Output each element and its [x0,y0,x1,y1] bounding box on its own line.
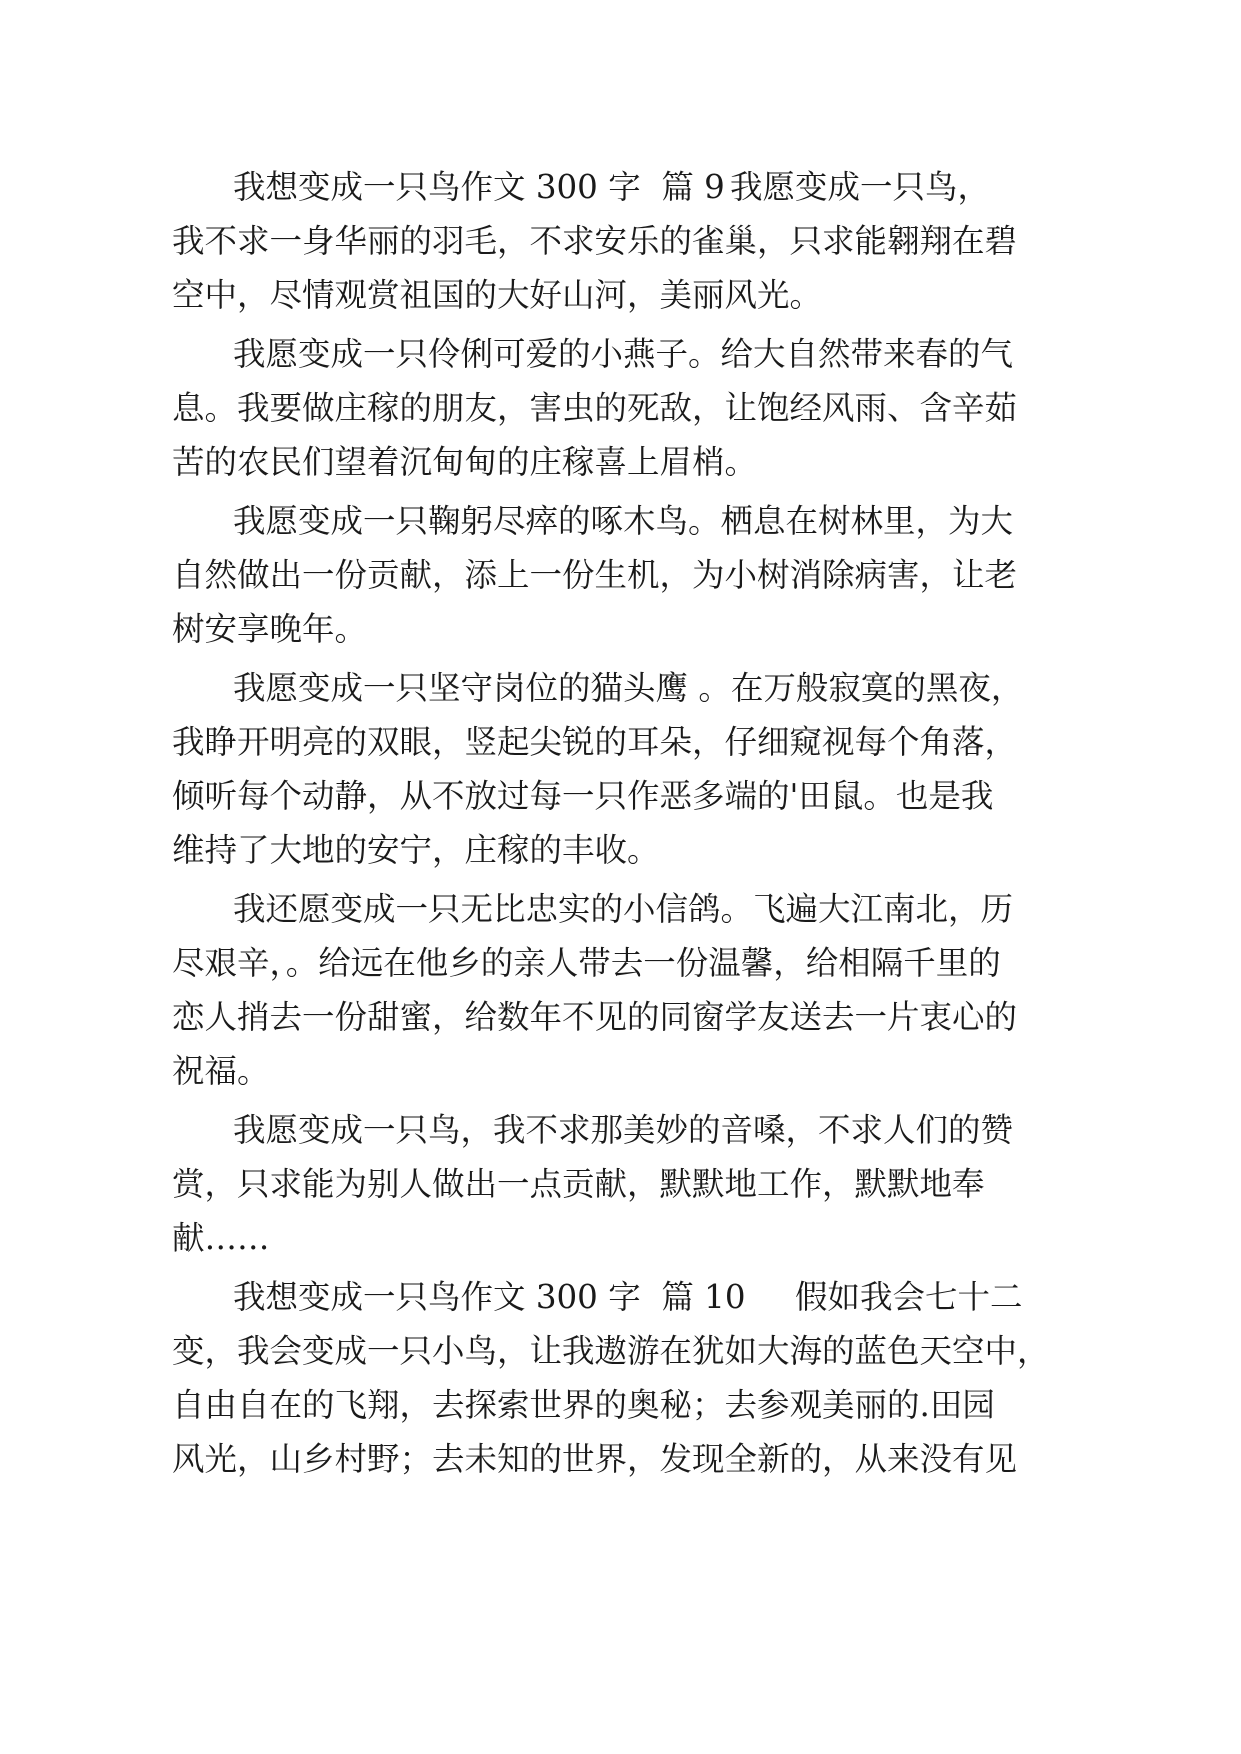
paragraph-text: 祝福。 [172,1052,270,1090]
paragraph-text: 我不求一身华丽的羽毛，不求安乐的雀巢，只求能翱翔在碧 [172,222,1018,260]
paragraph-text: 空中，尽情观赏祖国的大好山河，美丽风光。 [172,276,823,314]
paragraph-text: 风光，山乡村野；去未知的世界，发现全新的，从来没有见 [172,1440,1018,1478]
paragraph-text: 我愿变成一只坚守岗位的猫头鹰 。在万般寂寞的黑夜， [233,669,1024,707]
paragraph-text: 自然做出一份贡献，添上一份生机，为小树消除病害，让老 [172,556,1018,594]
text-line [0,1426,1241,1492]
text-line [0,429,1241,495]
text-line [0,596,1241,662]
essay-heading: 我想变成一只鸟作文 300 字 篇 10 [233,1278,746,1316]
paragraph-text: 树安享晚年。 [172,610,368,648]
text-line [0,817,1241,883]
paragraph-text: 我愿变成一只鞠躬尽瘁的啄木鸟。栖息在树林里，为大 [233,502,1014,540]
text-line [0,1038,1241,1104]
paragraph-text: 变，我会变成一只小鸟，让我遨游在犹如大海的蓝色天空中， [172,1332,1050,1370]
text-line [0,1205,1241,1271]
paragraph-text: 我愿变成一只鸟，我不求那美妙的音嗓，不求人们的赞 [233,1111,1014,1149]
paragraph-text: 息。我要做庄稼的朋友，害虫的死敌，让饱经风雨、含辛茹 [172,389,1018,427]
text-line [0,262,1241,328]
paragraph-text: 维持了大地的安宁，庄稼的丰收。 [172,831,660,869]
essay-heading: 我想变成一只鸟作文 300 字 篇 9 [233,168,725,206]
paragraph-text: 献…… [172,1219,270,1257]
paragraph-text: 假如我会七十二 [795,1278,1023,1316]
paragraph-text: 我还愿变成一只无比忠实的小信鸽。飞遍大江南北，历 [233,890,1014,928]
paragraph-text: 苦的农民们望着沉甸甸的庄稼喜上眉梢。 [172,443,758,481]
paragraph-text: 赏，只求能为别人做出一点贡献，默默地工作，默默地奉 [172,1165,985,1203]
paragraph-text: 我睁开明亮的双眼，竖起尖锐的耳朵，仔细窥视每个角落， [172,723,1018,761]
paragraph-text: 尽艰辛，。给远在他乡的亲人带去一份温馨，给相隔千里的 [172,944,1001,982]
paragraph-text: 我愿变成一只伶俐可爱的小燕子。给大自然带来春的气 [233,335,1014,373]
paragraph-text: 恋人捎去一份甜蜜，给数年不见的同窗学友送去一片衷心的 [172,998,1018,1036]
paragraph-text: 我愿变成一只鸟， [730,168,991,206]
paragraph-text: 倾听每个动静，从不放过每一只作恶多端的'田鼠。也是我 [172,777,994,815]
paragraph-text: 自由自在的飞翔，去探索世界的奥秘；去参观美丽的.田园 [172,1386,995,1424]
